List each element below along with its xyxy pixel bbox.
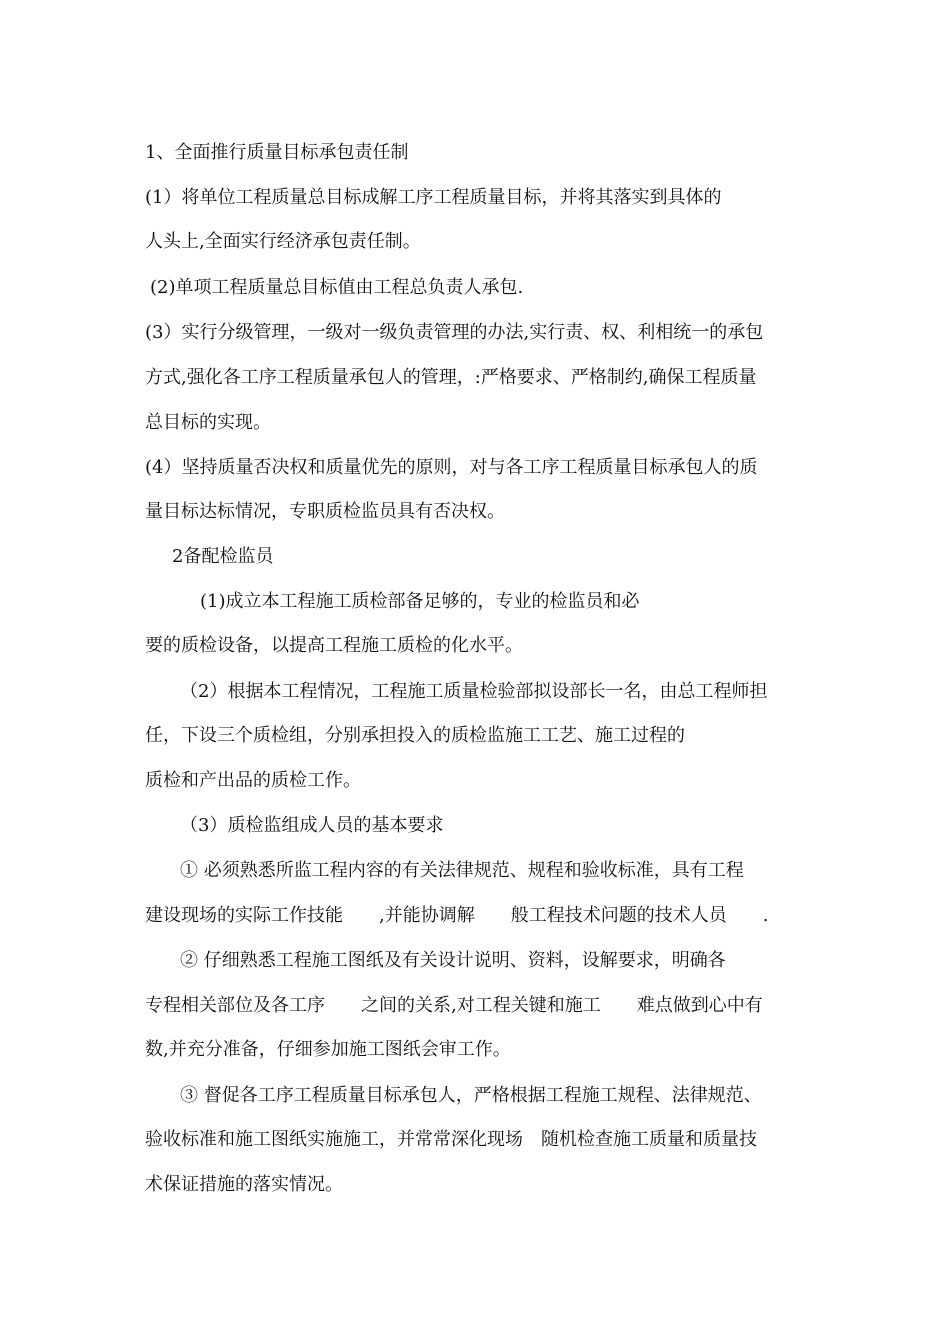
paragraph-line: 数,并充分准备，仔细参加施工图纸会审工作。 xyxy=(145,1039,511,1060)
paragraph-line: 量目标达标情况，专职质检监员具有否决权。 xyxy=(145,501,505,522)
paragraph-line: 质检和产出品的质检工作。 xyxy=(145,770,361,791)
paragraph-line: 要的质检设备，以提高工程施工质检的化水平。 xyxy=(145,635,523,656)
paragraph-line: （2）根据本工程情况，工程施工质量检验部拟设部长一名，由总工程师担 xyxy=(180,681,768,702)
paragraph-line: ① 必须熟悉所监工程内容的有关法律规范、规程和验收标准，具有工程 xyxy=(180,860,744,881)
paragraph-line: (1）将单位工程质量总目标成解工序工程质量目标，并将其落实到具体的 xyxy=(145,187,722,208)
paragraph-line: 验收标准和施工图纸实施施工，并常常深化现场 随机检查施工质量和质量技 xyxy=(145,1129,757,1150)
section-heading: 2备配检监员 xyxy=(172,546,274,567)
paragraph-line: (4）坚持质量否决权和质量优先的原则，对与各工序工程质量目标承包人的质 xyxy=(145,457,758,478)
paragraph-line: ② 仔细熟悉工程施工图纸及有关设计说明、资料，设解要求，明确各 xyxy=(180,950,726,971)
paragraph-line: (3）实行分级管理，一级对一级负责管理的办法,实行责、权、利相统一的承包 xyxy=(145,322,764,343)
paragraph-line: 人头上,全面实行经济承包责任制。 xyxy=(145,231,421,252)
paragraph-line: 方式,强化各工序工程质量承包人的管理，:严格要求、严格制约,确保工程质量 xyxy=(145,367,757,388)
paragraph-line: (1)成立本工程施工质检部备足够的，专业的检监员和必 xyxy=(200,591,640,612)
paragraph-line: 建设现场的实际工作技能 ,并能协调解 般工程技术问题的技术人员 . xyxy=(145,905,769,926)
section-heading: 1、全面推行质量目标承包责任制 xyxy=(145,142,409,163)
paragraph-line: ③ 督促各工序工程质量目标承包人，严格根据工程施工规程、法律规范、 xyxy=(180,1085,762,1106)
paragraph-line: 术保证措施的落实情况。 xyxy=(145,1174,343,1195)
paragraph-line: 任，下设三个质检组，分别承担投入的质检监施工工艺、施工过程的 xyxy=(145,725,685,746)
paragraph-line: 专程相关部位及各工序 之间的关系,对工程关键和施工 难点做到心中有 xyxy=(145,995,763,1016)
paragraph-line: (2)单项工程质量总目标值由工程总负责人承包. xyxy=(150,277,524,298)
paragraph-line: 总目标的实现。 xyxy=(145,412,271,433)
paragraph-line: （3）质检监组成人员的基本要求 xyxy=(180,815,444,836)
